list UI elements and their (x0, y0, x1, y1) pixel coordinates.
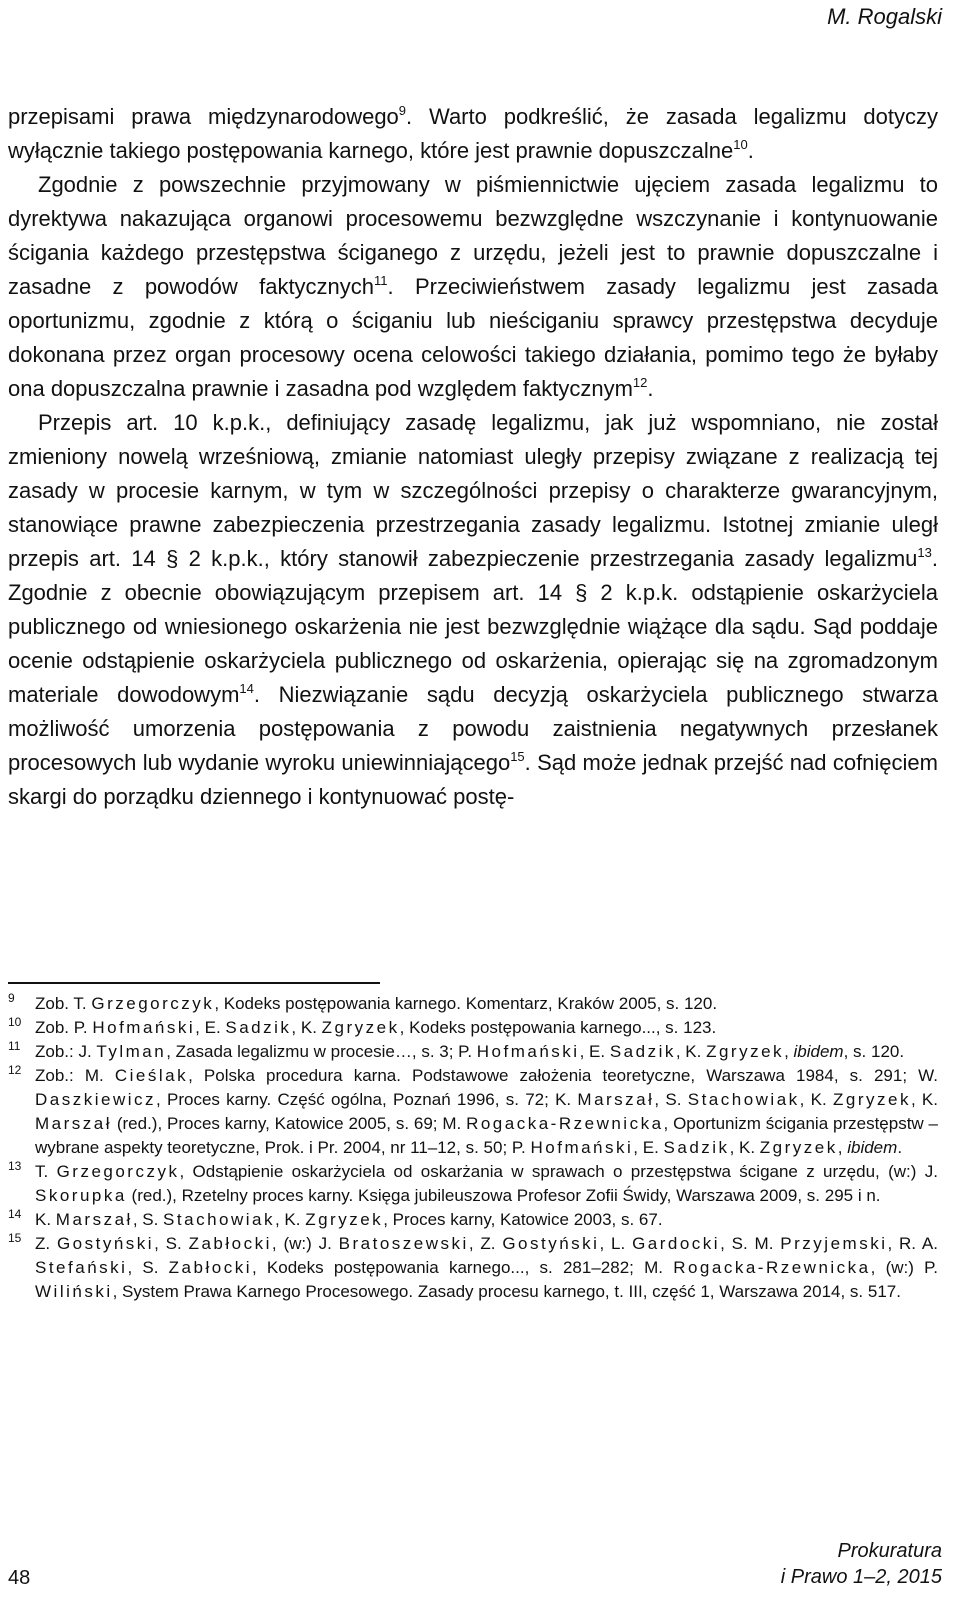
footnote-text: T. (35, 1162, 57, 1181)
footnote-number: 10 (8, 1015, 22, 1029)
author-name: Marszał (55, 1210, 133, 1229)
footnote-ref[interactable]: 10 (733, 137, 748, 152)
footnote-text: . (897, 1138, 903, 1157)
footnote-italic: ibidem (793, 1042, 844, 1061)
footnote-text: , E. (633, 1138, 664, 1157)
footnote-text: , Oportunizm ścigania przestępstw – wybrane aspekty teoretyczne, Prok. i Pr. 2004, nr 11–12, s. 50; P. (35, 1114, 938, 1157)
author-name: Przyjemski (780, 1234, 888, 1253)
author-name: Hofmański (530, 1138, 634, 1157)
author-name: Zabłocki (168, 1258, 252, 1277)
author-name: Zgryzek (305, 1210, 384, 1229)
paragraph (8, 168, 938, 406)
footnote-text: , S. M. (720, 1234, 781, 1253)
footnote (8, 1232, 938, 1304)
footnote (8, 1016, 938, 1040)
author-name: Marszał (35, 1114, 113, 1133)
footnote-text: , Proces karny, Katowice 2003, s. 67. (383, 1210, 663, 1229)
footnote-text: , S. (154, 1234, 189, 1253)
paragraph (8, 100, 938, 168)
footnote-text: , K. (729, 1138, 760, 1157)
author-name: Stachowiak (163, 1210, 275, 1229)
footnote-text: , S. (127, 1258, 169, 1277)
author-name: Sadzik (663, 1138, 730, 1157)
footnote-text: , Odstąpienie oskarżyciela od oskarżania w sprawach o przestępstwa ścigane z urzędu, (w:) J. (179, 1162, 938, 1181)
author-name: Zgryzek (321, 1018, 400, 1037)
author-name: Marszał (577, 1090, 655, 1109)
footnotes (8, 992, 938, 1304)
author-name: Cieślak (114, 1066, 189, 1085)
author-name: Stefański (35, 1258, 128, 1277)
footnote-divider (8, 982, 380, 984)
text-run: . (647, 376, 654, 401)
footnote-italic: ibidem (847, 1138, 898, 1157)
author-name: Zgryzek (832, 1090, 911, 1109)
text-run: . Zgodnie z obecnie obowiązującym przepisem art. 14 § 2 k.p.k. odstąpienie oskarżyciela publicznego od wniesionego oskarżenia nie jest bezwzględnie wiążące dla sądu. Sąd poddaje ocenie odstąpienie oskarżyciela publicznego od oskarżenia, opierając się na zgromadzonym materiale dowodowym (8, 546, 938, 707)
journal-name: Prokuratura (837, 1540, 942, 1562)
footnote-text: , K. (274, 1210, 306, 1229)
author-name: Stachowiak (687, 1090, 800, 1109)
footnote-text: , s. 120. (843, 1042, 905, 1061)
footnote-ref[interactable]: 11 (374, 273, 388, 288)
author-name: Bratoszewski (338, 1234, 469, 1253)
footnote-text: , Z. (468, 1234, 503, 1253)
author-name: Wiliński (35, 1282, 113, 1301)
author-name: Sadzik (225, 1018, 292, 1037)
paragraph (8, 406, 938, 814)
footnote-text: , E. (579, 1042, 610, 1061)
footnote (8, 1208, 938, 1232)
footnote-ref[interactable]: 9 (398, 103, 407, 118)
journal-issue: i Prawo 1–2, 2015 (780, 1566, 942, 1588)
footnote-text: Z. (35, 1234, 57, 1253)
footnote-text: , (837, 1138, 848, 1157)
footnote-text: Zob. T. (35, 994, 92, 1013)
footnote-text: Zob. P. (35, 1018, 93, 1037)
text-run: . Przeciwieństwem zasady legalizmu jest zasada oportunizmu, zgodnie z którą o ściganiu lub nieściganiu sprawcy przestępstwa decyduje dokonana przez organ procesowy ocena celowości takiego działania, pomimo tego że byłaby ona dopuszczalna prawnie i zasadna pod względem faktycznym (8, 274, 938, 401)
footnote-ref[interactable]: 14 (239, 681, 254, 696)
footnote (8, 1160, 938, 1208)
text-run: . Warto podkreślić, że zasada legalizmu dotyczy wyłącznie takiego postępowania karnego, które jest prawnie dopuszczalne (8, 104, 938, 163)
author-name: Skorupka (35, 1186, 127, 1205)
footnote-text: , S. (132, 1210, 164, 1229)
footnote-ref[interactable]: 12 (632, 375, 648, 390)
footnote-number: 12 (8, 1063, 22, 1077)
author-name: Gostyński (502, 1234, 600, 1253)
footnote-text: , Kodeks postępowania karnego..., s. 281–282; M. (251, 1258, 674, 1277)
footnote-text: , Proces karny. Część ogólna, Poznań 1996, s. 72; K. (156, 1090, 578, 1109)
author-name: Grzegorczyk (91, 994, 215, 1013)
author-name: Gostyński (56, 1234, 155, 1253)
text-run: Przepis art. 10 k.p.k., definiujący zasadę legalizmu, jak już wspomniano, nie został zmieniony nowelą wrześniową, zmianie natomiast uległy przepisy związane z realizacją tej zasady w procesie karnym, w tym w szczególności przepisy o charakterze gwarancyjnym, stanowiące prawne zabezpieczenia przestrzegania zasady legalizmu. Istotnej zmianie uległ przepis art. 14 § 2 k.p.k., który stanowił zabezpieczenie przestrzegania zasady legalizmu (8, 410, 938, 571)
text-run: przepisami prawa międzynarodowego (8, 104, 399, 129)
journal-footer (781, 1538, 942, 1590)
footnote-text: , Zasada legalizmu w procesie…, s. 3; P. (166, 1042, 477, 1061)
footnote-text: , Kodeks postępowania karnego..., s. 123. (399, 1018, 717, 1037)
footnote-ref[interactable]: 15 (510, 749, 525, 764)
author-name: Daszkiewicz (35, 1090, 157, 1109)
footnote-number: 13 (8, 1159, 22, 1173)
footnote (8, 1040, 938, 1064)
footnote-text: , K. (799, 1090, 833, 1109)
footnote-text: , L. (599, 1234, 633, 1253)
footnote-text: , Polska procedura karna. Podstawowe założenia teoretyczne, Warszawa 1984, s. 291; W. (188, 1066, 939, 1085)
footnote-text: , K. (291, 1018, 322, 1037)
author-name: Rogacka-Rzewnicka (673, 1258, 871, 1277)
footnote-number: 15 (8, 1231, 22, 1245)
author-name: Zgryzek (759, 1138, 838, 1157)
footnote-number: 9 (8, 991, 15, 1005)
footnote-text: , (w:) J. (271, 1234, 339, 1253)
footnote-text: , K. (910, 1090, 938, 1109)
author-name: Zgryzek (706, 1042, 785, 1061)
footnote-text: (red.), Rzetelny proces karny. Księga jubileuszowa Profesor Zofii Świdy, Warszawa 2009, s. 295 i n. (126, 1186, 881, 1205)
footnote-text: , K. (675, 1042, 707, 1061)
main-text (8, 100, 938, 814)
author-name: Rogacka-Rzewnicka (466, 1114, 664, 1133)
text-run: . Sąd może jednak przejść nad cofnięciem skargi do porządku dziennego i kontynuować postę- (8, 750, 938, 809)
author-name: Hofmański (476, 1042, 580, 1061)
footnote-text: (red.), Proces karny, Katowice 2005, s. 69; M. (112, 1114, 467, 1133)
footnote-text: , R. A. (887, 1234, 938, 1253)
text-run: . (747, 138, 754, 163)
footnote-text: Zob.: J. (35, 1042, 97, 1061)
text-run: Zgodnie z powszechnie przyjmowany w piśmiennictwie ujęciem zasada legalizmu to dyrektywa nakazująca organowi procesowemu bezwzględne wszczynanie i kontynuowanie ścigania każdego przestępstwa ściganego z urzędu, jeżeli jest to prawnie dopuszczalne i zasadne z powodów faktycznych (8, 172, 938, 299)
author-name: Sadzik (609, 1042, 676, 1061)
footnote (8, 1064, 938, 1160)
author-name: Gardocki (632, 1234, 721, 1253)
footnote (8, 992, 938, 1016)
footnote-text: Zob.: M. (35, 1066, 115, 1085)
running-head-author: M. Rogalski (827, 4, 942, 29)
footnote-text: K. (35, 1210, 56, 1229)
footnote-ref[interactable]: 13 (917, 545, 932, 560)
page-number: 48 (8, 1567, 31, 1589)
footnote-text: , (784, 1042, 794, 1061)
footnote-text: , S. (654, 1090, 688, 1109)
footnote-number: 14 (8, 1207, 22, 1221)
footnote-text: , System Prawa Karnego Procesowego. Zasady procesu karnego, t. III, część 1, Warszawa 2014, s. 517. (112, 1282, 901, 1301)
author-name: Zabłocki (188, 1234, 272, 1253)
author-name: Hofmański (92, 1018, 196, 1037)
footnote-text: , Kodeks postępowania karnego. Komentarz, Kraków 2005, s. 120. (214, 994, 718, 1013)
footnote-number: 11 (8, 1039, 21, 1053)
author-name: Grzegorczyk (56, 1162, 180, 1181)
author-name: Tylman (96, 1042, 167, 1061)
footnote-text: , E. (195, 1018, 226, 1037)
footnote-text: , (w:) P. (870, 1258, 938, 1277)
text-run: . Niezwiązanie sądu decyzją oskarżyciela publicznego stwarza możliwość umorzenia postępowania z powodu zaistnienia negatywnych przesłanek procesowych lub wydanie wyroku uniewinniającego (8, 682, 938, 775)
